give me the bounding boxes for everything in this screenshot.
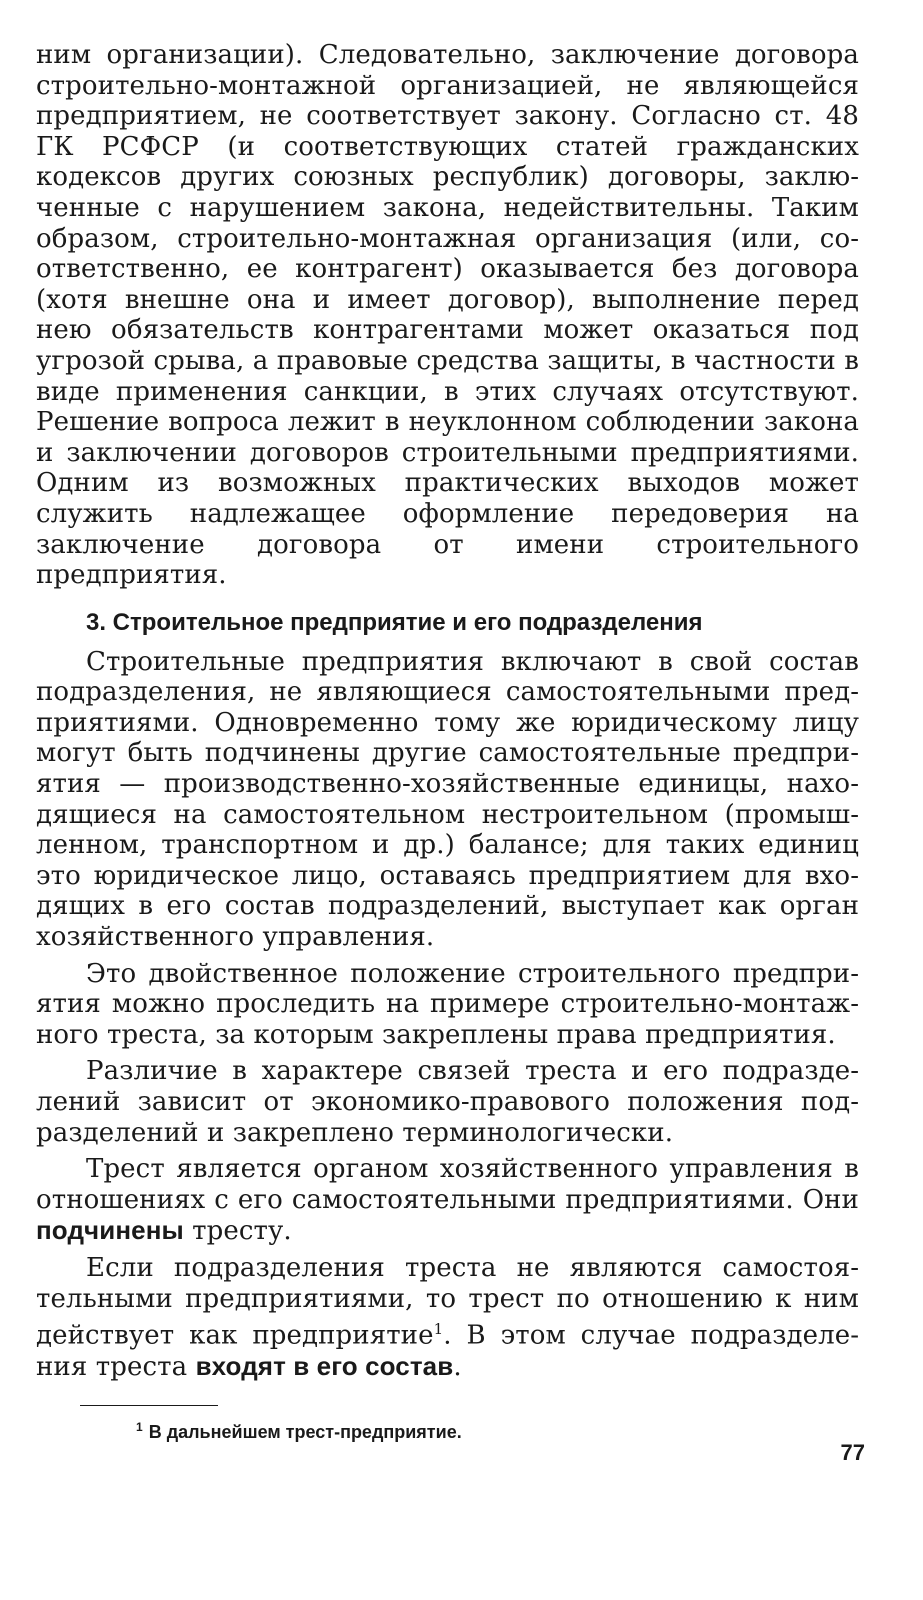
section-heading: 3. Строительное предприятие и его подразделения (86, 608, 703, 636)
paragraph-6-start: Если подразделения треста не являются самостоятельными предприятиями, то трест по отношению к ним действует как предприятие (36, 1252, 859, 1351)
paragraph-4: Различие в характере связей треста и его подразделений зависит от экономико-правового положения подразделений и закреплено терминологически. (36, 1056, 859, 1148)
paragraph-6-bold: входят в его состав (195, 1351, 454, 1382)
page-number: 77 (840, 1440, 865, 1465)
footnote-divider (80, 1405, 218, 1406)
footnote-mark: 1 (136, 1420, 143, 1434)
paragraph-1: ним организации). Следовательно, заключение договора строительно-монтажной организацией, не являющейся предприятием, не соответствует закону. Согласно ст. 48 ГК РСФСР (и соответствующих статей гражданских кодексов других союзных республик) договоры, заключенные с нарушением закона, недействительны. Таким образом, строительно-монтажная организация (или, соответственно, ее контрагент) оказывается без договора (хотя внешне она и имеет договор), выполнение перед нею обязательств контрагентами может оказаться под угрозой срыва, а правовые средства защиты, в частности в виде применения санкции, в этих случаях отсутствуют. Решение вопроса лежит в неуклонном соблюдении закона и заключении договоров строительными предприятиями. Одним из возможных практических выходов может служить надлежащее оформление передоверия на заключение договора от имени строительного предприятия. (36, 40, 859, 591)
paragraph-6 (36, 1253, 859, 1383)
footnote-reference: 1 (433, 1320, 444, 1339)
paragraph-5-start: Трест является органом хозяйственного управления в отношениях с его самостоятельными предприятиями. Они (36, 1154, 859, 1215)
paragraph-2: Строительные предприятия включают в свой состав подразделения, не являющиеся самостоятельными предприятиями. Одновременно тому же юридическому лицу могут быть подчинены другие самостоятельные предприятия — производственно-хозяйственные единицы, находящиеся на самостоятельном нестроительном (промышленном, транспортном и др.) балансе; для таких единиц это юридическое лицо, оставаясь предприятием для входящих в его состав подразделений, выступает как орган хозяйственного управления. (36, 646, 859, 953)
footnote (36, 1414, 859, 1445)
paragraph-5-bold: подчинены (36, 1215, 184, 1246)
paragraph-6-mid: . В этом случае подразделения треста (36, 1320, 859, 1383)
footnote-text: В дальнейшем трест-предприятие. (148, 1422, 462, 1442)
paragraph-6-end: . (453, 1352, 462, 1383)
paragraph-3: Это двойственное положение строительного предприятия можно проследить на примере строительно-монтажного треста, за которым закреплены права предприятия. (36, 958, 859, 1050)
paragraph-5 (36, 1154, 859, 1247)
paragraph-5-end: тресту. (183, 1216, 292, 1247)
